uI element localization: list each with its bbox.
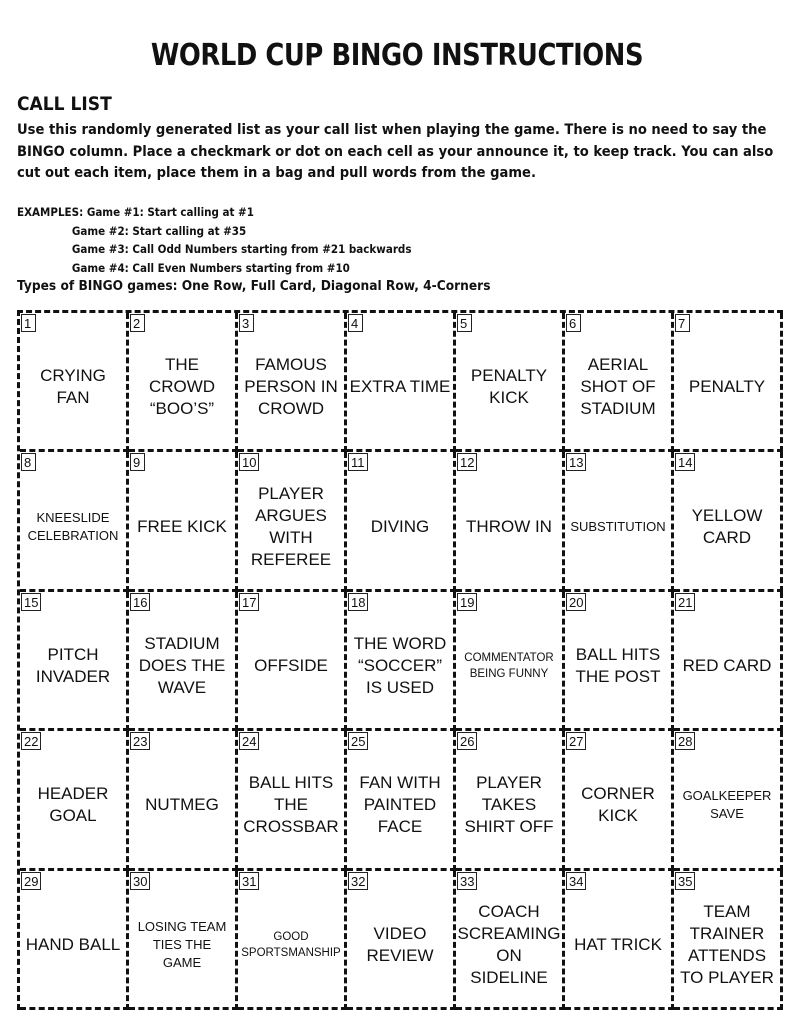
- call-cell: [20, 871, 129, 1010]
- example-line-1: [17, 203, 412, 222]
- call-cell: [456, 592, 565, 731]
- examples-label: EXAMPLES:: [17, 205, 84, 219]
- call-cell: [565, 592, 674, 731]
- call-list-heading: CALL LIST: [17, 93, 112, 115]
- call-number-box: 18: [348, 593, 368, 611]
- intro-paragraph: Use this randomly generated list as your call list when playing the game. There is no need to say the BINGO column. Place a checkmark or dot on each cell as your announce it, to keep track. You can also cut out each item, place them in a bag and pull words from the game.: [17, 121, 774, 181]
- call-cell: [129, 313, 238, 452]
- call-cell: [20, 313, 129, 452]
- call-number-box: 16: [130, 593, 150, 611]
- call-item-label: COACH SCREAMING ON SIDELINE: [457, 901, 561, 987]
- call-cell: [20, 731, 129, 870]
- call-item-label: PENALTY KICK: [470, 366, 548, 408]
- call-cell: [456, 731, 565, 870]
- call-item-label: AERIAL SHOT OF STADIUM: [580, 355, 656, 419]
- call-item-label: STADIUM DOES THE WAVE: [138, 633, 226, 697]
- call-item-label: NUTMEG: [145, 795, 219, 815]
- call-number-box: 21: [675, 593, 695, 611]
- call-cell: [674, 313, 783, 452]
- call-item-label: OFFSIDE: [254, 655, 328, 675]
- call-item-label: VIDEO REVIEW: [366, 923, 434, 965]
- call-number-box: 24: [239, 732, 259, 750]
- call-item-label: LOSING TEAM TIES THE GAME: [137, 918, 227, 970]
- example-game-1: Game #1: Start calling at #1: [86, 205, 254, 219]
- call-cell: [674, 452, 783, 591]
- call-item-label: PITCH INVADER: [35, 644, 111, 686]
- call-number-box: 11: [348, 453, 368, 471]
- example-game-3: Game #3: Call Odd Numbers starting from #21 backwards: [71, 242, 412, 256]
- call-item-label: BALL HITS THE POST: [575, 644, 661, 686]
- call-number-box: 12: [457, 453, 477, 471]
- call-item-label: FAN WITH PAINTED FACE: [359, 773, 441, 837]
- call-item-label: PLAYER ARGUES WITH REFEREE: [250, 483, 332, 569]
- call-number-box: 14: [675, 453, 695, 471]
- call-cell: [20, 592, 129, 731]
- call-cell: [674, 871, 783, 1010]
- call-item-label: FAMOUS PERSON IN CROWD: [244, 355, 338, 419]
- call-cell: [347, 871, 456, 1010]
- example-game-4: Game #4: Call Even Numbers starting from #10: [71, 260, 350, 275]
- call-cell: [129, 731, 238, 870]
- call-cell: [238, 592, 347, 731]
- examples-block: [17, 203, 412, 277]
- call-cell: [674, 592, 783, 731]
- call-item-label: PLAYER TAKES SHIRT OFF: [464, 773, 554, 837]
- call-item-label: TEAM TRAINER ATTENDS TO PLAYER: [680, 901, 774, 987]
- call-number-box: 8: [21, 453, 36, 471]
- call-cell: [456, 313, 565, 452]
- call-number-box: 32: [348, 872, 368, 890]
- call-cell: [238, 731, 347, 870]
- call-item-label: CRYING FAN: [40, 366, 106, 408]
- call-number-box: 15: [21, 593, 41, 611]
- call-cell: [456, 452, 565, 591]
- call-cell: [129, 871, 238, 1010]
- call-cell: [347, 313, 456, 452]
- call-number-box: 22: [21, 732, 41, 750]
- call-number-box: 13: [566, 453, 586, 471]
- example-game-2: Game #2: Start calling at #35: [71, 223, 247, 238]
- call-item-label: FREE KICK: [137, 516, 227, 536]
- call-number-box: 6: [566, 314, 581, 332]
- call-cell: [238, 452, 347, 591]
- call-cell: [129, 452, 238, 591]
- call-item-label: THE CROWD “BOO’S”: [148, 355, 216, 419]
- call-item-label: HAND BALL: [25, 934, 121, 954]
- call-number-box: 25: [348, 732, 368, 750]
- call-number-box: 35: [675, 872, 695, 890]
- call-number-box: 19: [457, 593, 477, 611]
- call-number-box: 26: [457, 732, 477, 750]
- call-item-label: KNEESLIDE CELEBRATION: [27, 509, 119, 543]
- call-number-box: 2: [130, 314, 145, 332]
- call-number-box: 4: [348, 314, 363, 332]
- call-number-box: 31: [239, 872, 259, 890]
- call-number-box: 23: [130, 732, 150, 750]
- call-cell: [674, 731, 783, 870]
- call-item-label: YELLOW CARD: [691, 505, 763, 547]
- call-number-box: 5: [457, 314, 472, 332]
- call-cell: [456, 871, 565, 1010]
- call-number-box: 30: [130, 872, 150, 890]
- call-number-box: 17: [239, 593, 259, 611]
- call-item-label: BALL HITS THE CROSSBAR: [243, 773, 339, 837]
- call-item-label: PENALTY: [688, 377, 766, 397]
- call-item-label: EXTRA TIME: [349, 377, 451, 397]
- call-cell: [238, 313, 347, 452]
- call-number-box: 7: [675, 314, 690, 332]
- call-cell: [347, 731, 456, 870]
- call-cell: [565, 313, 674, 452]
- call-number-box: 27: [566, 732, 586, 750]
- call-cell: [347, 452, 456, 591]
- call-item-label: GOALKEEPER SAVE: [682, 788, 772, 822]
- call-item-label: COMMENTATOR BEING FUNNY: [464, 651, 554, 680]
- call-number-box: 3: [239, 314, 254, 332]
- page-title: WORLD CUP BINGO INSTRUCTIONS: [150, 38, 644, 73]
- call-cell: [347, 592, 456, 731]
- bingo-game-types: Types of BINGO games: One Row, Full Card, Diagonal Row, 4-Corners: [17, 278, 491, 294]
- call-number-box: 20: [566, 593, 586, 611]
- call-item-label: THE WORD “SOCCER” IS USED: [353, 633, 447, 697]
- call-cell: [565, 452, 674, 591]
- call-cell: [565, 731, 674, 870]
- call-item-label: DIVING: [370, 516, 430, 536]
- call-item-label: RED CARD: [682, 655, 772, 675]
- call-number-box: 29: [21, 872, 41, 890]
- call-number-box: 34: [566, 872, 586, 890]
- call-number-box: 33: [457, 872, 477, 890]
- call-cell: [129, 592, 238, 731]
- call-number-box: 9: [130, 453, 145, 471]
- call-item-label: SUBSTITUTION: [570, 518, 666, 534]
- call-cell: [238, 871, 347, 1010]
- call-item-label: CORNER KICK: [581, 784, 655, 826]
- call-number-box: 28: [675, 732, 695, 750]
- call-number-box: 1: [21, 314, 36, 332]
- call-number-box: 10: [239, 453, 259, 471]
- call-item-label: GOOD SPORTSMANSHIP: [241, 930, 341, 959]
- call-cell: [565, 871, 674, 1010]
- call-item-label: THROW IN: [466, 516, 552, 536]
- call-cell: [20, 452, 129, 591]
- call-list-grid: [17, 310, 783, 1010]
- call-item-label: HEADER GOAL: [37, 784, 109, 826]
- call-item-label: HAT TRICK: [574, 934, 662, 954]
